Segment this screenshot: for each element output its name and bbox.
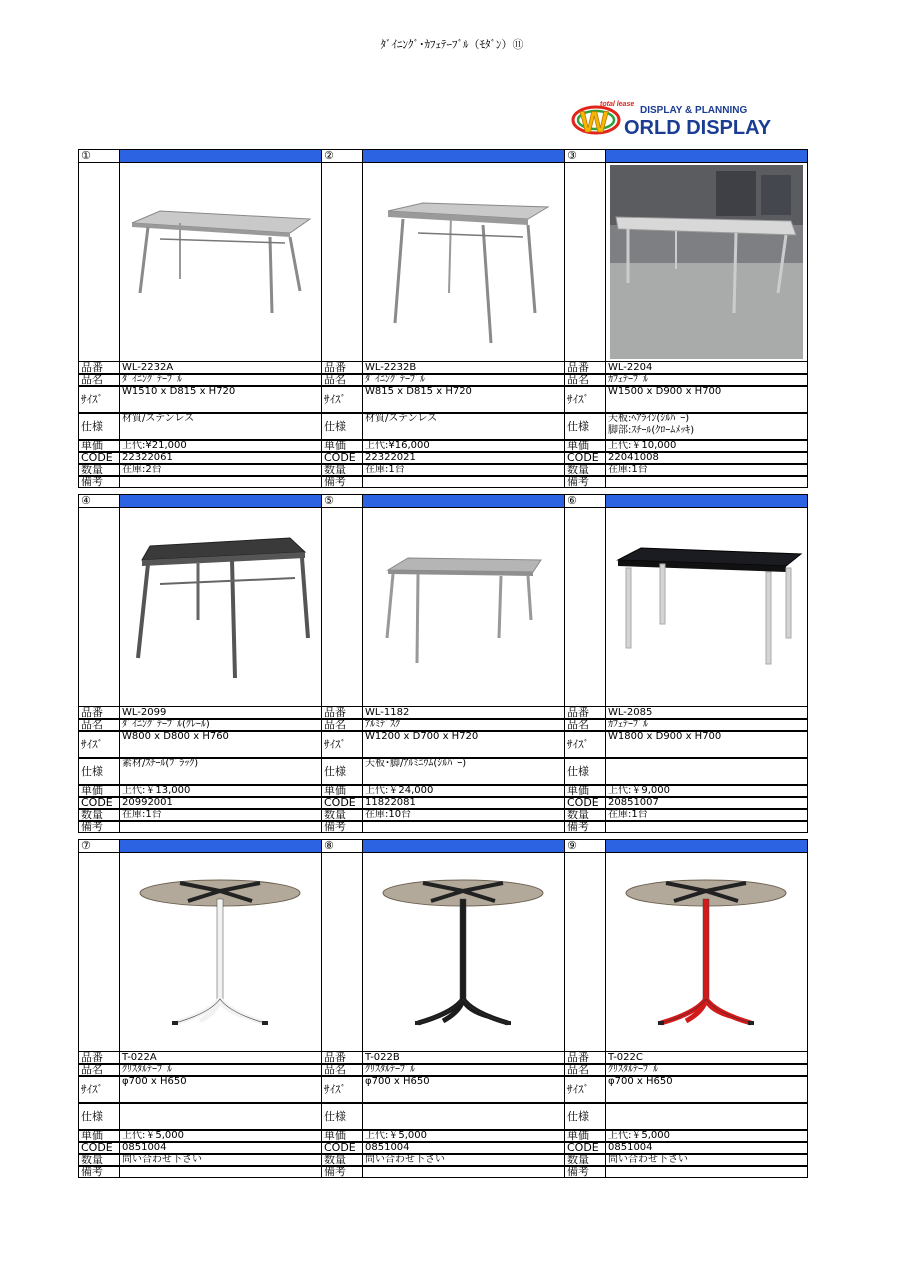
- label-note: 備考: [78, 1165, 120, 1178]
- label-spec: 仕様: [564, 1102, 606, 1131]
- crystal-table-red-photo: [606, 853, 807, 1051]
- label-code: CODE: [321, 1141, 363, 1155]
- value-size: φ700 x H650: [608, 1076, 673, 1087]
- field-size: [605, 730, 808, 759]
- image-left-margin: [78, 852, 120, 1052]
- product-image-cell: [605, 162, 808, 362]
- label-size: ｻｲｽﾞ: [321, 385, 363, 414]
- label-note: 備考: [321, 820, 363, 833]
- value-qty: 問い合わせ下さい: [608, 1154, 688, 1165]
- label-code_no: 品番: [78, 361, 120, 375]
- value-name: ｱﾙﾐﾃﾞｽｸ: [365, 719, 400, 730]
- product-image-cell: [362, 507, 565, 707]
- field-size: [119, 730, 322, 759]
- item-number: ②: [321, 149, 363, 163]
- value-qty: 在庫:1台: [365, 464, 405, 475]
- field-note: [605, 475, 808, 488]
- label-code: CODE: [564, 451, 606, 465]
- black-crystal-table-illustration: [383, 880, 543, 1025]
- label-code: CODE: [564, 1141, 606, 1155]
- svg-text:W: W: [580, 106, 609, 138]
- value-spec-line2: 脚部:ｽﾁｰﾙ(ｸﾛｰﾑﾒｯｷ): [608, 425, 695, 436]
- label-price: 単価: [78, 439, 120, 453]
- label-note: 備考: [78, 475, 120, 488]
- label-code_no: 品番: [564, 706, 606, 720]
- value-size: W1200 x D700 x H720: [365, 731, 479, 742]
- value-size: φ700 x H650: [365, 1076, 430, 1087]
- field-spec: [119, 1102, 322, 1131]
- label-code_no: 品番: [78, 706, 120, 720]
- label-spec: 仕様: [78, 1102, 120, 1131]
- label-spec: 仕様: [564, 412, 606, 441]
- label-code: CODE: [78, 451, 120, 465]
- value-code: 22041008: [608, 452, 659, 463]
- field-spec: [605, 1102, 808, 1131]
- cafe-table-warehouse-photo: [606, 163, 807, 361]
- label-price: 単価: [321, 439, 363, 453]
- value-spec: 材質/ステンレス: [122, 413, 195, 424]
- product-image-cell: [119, 507, 322, 707]
- label-size: ｻｲｽﾞ: [564, 730, 606, 759]
- black-steel-table-illustration: [138, 538, 308, 678]
- value-name: ﾀﾞｲﾆﾝｸﾞﾃｰﾌﾞﾙ(ｸﾚｰﾙ): [122, 719, 210, 730]
- item-number: ①: [78, 149, 120, 163]
- value-price: 上代:￥10,000: [608, 440, 677, 451]
- crystal-table-black-photo: [363, 853, 564, 1051]
- label-note: 備考: [564, 475, 606, 488]
- white-crystal-table-illustration: [140, 880, 300, 1025]
- value-code_no: WL-1182: [365, 707, 410, 718]
- label-spec: 仕様: [321, 757, 363, 786]
- item-header-bar: [605, 149, 808, 163]
- value-code_no: WL-2232A: [122, 362, 174, 373]
- black-top-cafe-table-photo: [606, 508, 807, 706]
- label-note: 備考: [564, 1165, 606, 1178]
- stainless-square-table-photo: [363, 163, 564, 361]
- value-price: 上代:￥13,000: [122, 785, 191, 796]
- value-code: 20851007: [608, 797, 659, 808]
- value-code: 0851004: [122, 1142, 167, 1153]
- square-table-illustration: [388, 203, 548, 343]
- image-left-margin: [564, 507, 606, 707]
- field-spec: [362, 1102, 565, 1131]
- warehouse-photo-illustration: [610, 165, 803, 359]
- label-code_no: 品番: [564, 1051, 606, 1065]
- label-code_no: 品番: [321, 1051, 363, 1065]
- field-spec: [119, 757, 322, 786]
- product-image-cell: [119, 852, 322, 1052]
- field-spec: [362, 412, 565, 441]
- label-code: CODE: [78, 796, 120, 810]
- field-size: [119, 1075, 322, 1104]
- field-spec: [362, 757, 565, 786]
- field-note: [362, 475, 565, 488]
- value-price: 上代:￥5,000: [365, 1130, 427, 1141]
- value-price: 上代:￥9,000: [608, 785, 670, 796]
- value-price: 上代:￥5,000: [122, 1130, 184, 1141]
- label-spec: 仕様: [78, 412, 120, 441]
- label-name: 品名: [564, 373, 606, 387]
- item-number: ⑧: [321, 839, 363, 853]
- label-size: ｻｲｽﾞ: [78, 385, 120, 414]
- label-qty: 数量: [321, 463, 363, 477]
- crystal-table-white-photo: [120, 853, 321, 1051]
- value-qty: 在庫:1台: [608, 464, 648, 475]
- label-size: ｻｲｽﾞ: [321, 1075, 363, 1104]
- item-header-bar: [605, 839, 808, 853]
- field-size: [362, 385, 565, 414]
- item-header-bar: [362, 149, 565, 163]
- value-code_no: WL-2232B: [365, 362, 417, 373]
- label-name: 品名: [321, 1063, 363, 1077]
- black-top-cafe-table-illustration: [618, 548, 801, 664]
- value-qty: 問い合わせ下さい: [122, 1154, 202, 1165]
- value-name: ﾀﾞｲﾆﾝｸﾞﾃｰﾌﾞﾙ: [365, 374, 425, 385]
- label-size: ｻｲｽﾞ: [321, 730, 363, 759]
- value-qty: 在庫:2台: [122, 464, 162, 475]
- label-spec: 仕様: [321, 1102, 363, 1131]
- label-code_no: 品番: [321, 361, 363, 375]
- label-qty: 数量: [564, 1153, 606, 1167]
- value-code: 0851004: [608, 1142, 653, 1153]
- steel-black-table-photo: [120, 508, 321, 706]
- label-name: 品名: [564, 718, 606, 732]
- label-code: CODE: [564, 796, 606, 810]
- value-price: 上代:￥5,000: [608, 1130, 670, 1141]
- value-name: ｸﾘｽﾀﾙﾃｰﾌﾞﾙ: [365, 1064, 415, 1075]
- product-image-cell: [362, 162, 565, 362]
- label-code_no: 品番: [321, 706, 363, 720]
- image-left-margin: [321, 507, 363, 707]
- value-size: φ700 x H650: [122, 1076, 187, 1087]
- item-header-bar: [362, 839, 565, 853]
- field-size: [362, 730, 565, 759]
- field-size: [119, 385, 322, 414]
- value-name: ﾀﾞｲﾆﾝｸﾞﾃｰﾌﾞﾙ: [122, 374, 182, 385]
- item-header-bar: [119, 494, 322, 508]
- stainless-table-illustration: [132, 211, 310, 313]
- stainless-dining-table-photo: [120, 163, 321, 361]
- item-number: ⑤: [321, 494, 363, 508]
- value-price: 上代:¥16,000: [365, 440, 430, 451]
- product-image-cell: [362, 852, 565, 1052]
- value-code: 11822081: [365, 797, 416, 808]
- image-left-margin: [78, 162, 120, 362]
- value-code: 0851004: [365, 1142, 410, 1153]
- svg-text:total lease: total lease: [600, 101, 635, 108]
- item-header-bar: [362, 494, 565, 508]
- label-qty: 数量: [321, 1153, 363, 1167]
- value-code_no: WL-2099: [122, 707, 167, 718]
- value-qty: 在庫:10台: [365, 809, 412, 820]
- label-note: 備考: [321, 475, 363, 488]
- image-left-margin: [564, 852, 606, 1052]
- image-left-margin: [321, 162, 363, 362]
- label-code_no: 品番: [78, 1051, 120, 1065]
- field-note: [362, 820, 565, 833]
- label-name: 品名: [321, 373, 363, 387]
- svg-text:ORLD DISPLAY: ORLD DISPLAY: [624, 117, 772, 138]
- label-qty: 数量: [564, 808, 606, 822]
- value-qty: 在庫:1台: [608, 809, 648, 820]
- field-note: [605, 1165, 808, 1178]
- field-note: [605, 820, 808, 833]
- label-name: 品名: [321, 718, 363, 732]
- label-name: 品名: [78, 373, 120, 387]
- product-image-cell: [605, 852, 808, 1052]
- red-crystal-table-illustration: [626, 880, 786, 1025]
- field-note: [119, 1165, 322, 1178]
- item-number: ⑦: [78, 839, 120, 853]
- label-size: ｻｲｽﾞ: [564, 1075, 606, 1104]
- field-note: [362, 1165, 565, 1178]
- label-size: ｻｲｽﾞ: [78, 730, 120, 759]
- field-spec: [605, 412, 808, 441]
- item-number: ⑨: [564, 839, 606, 853]
- label-price: 単価: [564, 439, 606, 453]
- label-price: 単価: [564, 784, 606, 798]
- field-size: [362, 1075, 565, 1104]
- label-name: 品名: [78, 718, 120, 732]
- item-number: ③: [564, 149, 606, 163]
- label-spec: 仕様: [78, 757, 120, 786]
- label-spec: 仕様: [321, 412, 363, 441]
- value-code: 22322061: [122, 452, 173, 463]
- item-header-bar: [605, 494, 808, 508]
- product-image-cell: [605, 507, 808, 707]
- value-name: ｸﾘｽﾀﾙﾃｰﾌﾞﾙ: [122, 1064, 172, 1075]
- value-code_no: T-022C: [608, 1052, 643, 1063]
- label-code: CODE: [321, 796, 363, 810]
- value-price: 上代:￥24,000: [365, 785, 434, 796]
- field-size: [605, 385, 808, 414]
- field-spec: [605, 757, 808, 786]
- label-qty: 数量: [564, 463, 606, 477]
- value-spec: 材質/ステンレス: [365, 413, 438, 424]
- value-code_no: WL-2085: [608, 707, 653, 718]
- value-spec: 天板:ﾍｱﾗｲﾝ(ｼﾙﾊﾞｰ): [608, 413, 690, 424]
- image-left-margin: [564, 162, 606, 362]
- label-qty: 数量: [78, 1153, 120, 1167]
- image-left-margin: [321, 852, 363, 1052]
- product-image-cell: [119, 162, 322, 362]
- value-name: ｶﾌｪﾃｰﾌﾞﾙ: [608, 719, 648, 730]
- field-note: [119, 475, 322, 488]
- label-name: 品名: [78, 1063, 120, 1077]
- label-qty: 数量: [78, 463, 120, 477]
- label-price: 単価: [321, 1129, 363, 1143]
- label-note: 備考: [78, 820, 120, 833]
- label-note: 備考: [564, 820, 606, 833]
- label-spec: 仕様: [564, 757, 606, 786]
- value-code: 20992001: [122, 797, 173, 808]
- label-price: 単価: [321, 784, 363, 798]
- value-code: 22322021: [365, 452, 416, 463]
- label-size: ｻｲｽﾞ: [78, 1075, 120, 1104]
- field-spec: [119, 412, 322, 441]
- label-price: 単価: [78, 1129, 120, 1143]
- field-size: [605, 1075, 808, 1104]
- aluminium-desk-photo: [363, 508, 564, 706]
- item-header-bar: [119, 839, 322, 853]
- image-left-margin: [78, 507, 120, 707]
- world-display-logo: [570, 98, 810, 138]
- aluminium-desk-illustration: [387, 558, 541, 663]
- label-price: 単価: [564, 1129, 606, 1143]
- value-name: ｸﾘｽﾀﾙﾃｰﾌﾞﾙ: [608, 1064, 658, 1075]
- value-qty: 問い合わせ下さい: [365, 1154, 445, 1165]
- item-number: ④: [78, 494, 120, 508]
- field-note: [119, 820, 322, 833]
- item-header-bar: [119, 149, 322, 163]
- value-code_no: T-022A: [122, 1052, 157, 1063]
- label-note: 備考: [321, 1165, 363, 1178]
- value-qty: 在庫:1台: [122, 809, 162, 820]
- label-code: CODE: [321, 451, 363, 465]
- label-name: 品名: [564, 1063, 606, 1077]
- page-title: ﾀﾞｲﾆﾝｸﾞ･ｶﾌｪﾃｰﾌﾞﾙ（ﾓﾀﾞﾝ）⑪: [380, 38, 524, 51]
- label-code: CODE: [78, 1141, 120, 1155]
- value-code_no: WL-2204: [608, 362, 653, 373]
- value-size: W1510 x D815 x H720: [122, 386, 236, 397]
- label-price: 単価: [78, 784, 120, 798]
- label-qty: 数量: [321, 808, 363, 822]
- label-qty: 数量: [78, 808, 120, 822]
- value-size: W815 x D815 x H720: [365, 386, 472, 397]
- value-spec: 素材/ｽﾁｰﾙ(ﾌﾞﾗｯｸ): [122, 758, 199, 769]
- value-name: ｶﾌｪﾃｰﾌﾞﾙ: [608, 374, 648, 385]
- label-size: ｻｲｽﾞ: [564, 385, 606, 414]
- value-size: W1500 x D900 x H700: [608, 386, 722, 397]
- label-code_no: 品番: [564, 361, 606, 375]
- value-size: W800 x D800 x H760: [122, 731, 229, 742]
- value-size: W1800 x D900 x H700: [608, 731, 722, 742]
- value-code_no: T-022B: [365, 1052, 400, 1063]
- svg-text:DISPLAY & PLANNING: DISPLAY & PLANNING: [640, 105, 748, 116]
- item-number: ⑥: [564, 494, 606, 508]
- value-spec: 天板･脚/ｱﾙﾐﾆｳﾑ(ｼﾙﾊﾞｰ): [365, 758, 467, 769]
- value-price: 上代:¥21,000: [122, 440, 187, 451]
